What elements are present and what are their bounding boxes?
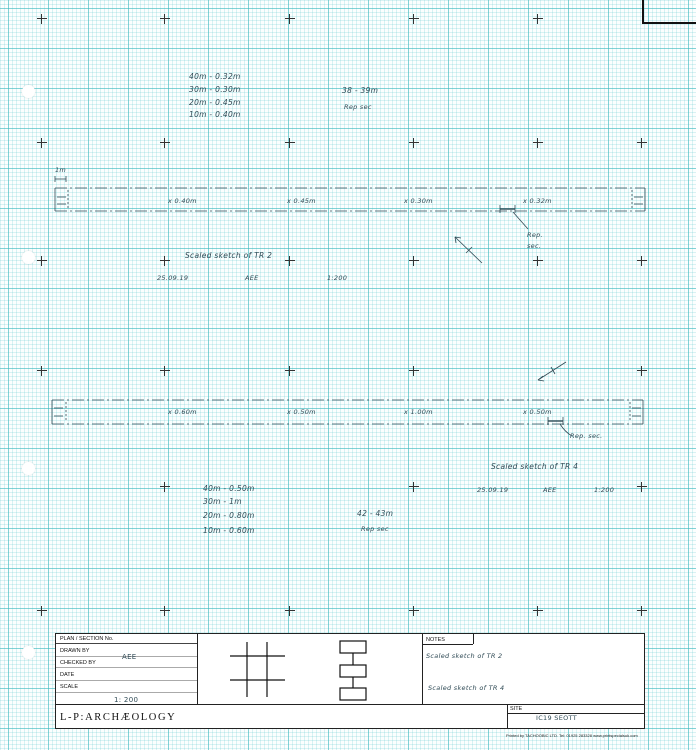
tr4-repsec-range: 42 - 43m bbox=[357, 509, 394, 518]
site-value: IC19 SEOTT bbox=[536, 714, 577, 722]
tr4-initials: AEE bbox=[543, 486, 557, 494]
company-logo-graphic bbox=[197, 634, 422, 704]
printer-credit: Printed by TACHOOBIC LTD. Tel: 01925 283328 www.printspecialsuk.com bbox=[506, 733, 638, 738]
date-label: DATE bbox=[60, 672, 75, 678]
tr2-scale-mark: 1m bbox=[55, 166, 67, 174]
checked-by-label: CHECKED BY bbox=[60, 660, 96, 666]
tr2-trench-depth: x 0.32m bbox=[523, 197, 552, 205]
tr2-trench-depth: x 0.45m bbox=[287, 197, 316, 205]
tr2-trench-depth: x 0.40m bbox=[168, 197, 197, 205]
tr4-scale: 1:200 bbox=[594, 486, 615, 494]
drawn-by-label: DRAWN BY bbox=[60, 648, 90, 654]
tr2-depth-40m: 40m - 0.32m bbox=[189, 72, 241, 81]
tr4-depth-40m: 40m - 0.50m bbox=[203, 484, 255, 493]
tr4-depth-20m: 20m - 0.80m bbox=[203, 511, 255, 520]
tr4-trench-depth: x 1.00m bbox=[404, 408, 433, 416]
tr4-depth-10m: 10m - 0.60m bbox=[203, 526, 255, 535]
site-label: SITE bbox=[510, 706, 523, 712]
tr4-trench-depth: x 0.50m bbox=[287, 408, 316, 416]
notes-label: NOTES bbox=[426, 637, 445, 643]
tr4-trench bbox=[52, 362, 643, 436]
tr2-depth-10m: 10m - 0.40m bbox=[189, 110, 241, 119]
tr2-caption: Scaled sketch of TR 2 bbox=[185, 251, 273, 260]
title-block bbox=[55, 633, 645, 729]
tr2-depth-20m: 20m - 0.45m bbox=[189, 98, 241, 107]
tr4-date: 25.09.19 bbox=[477, 486, 509, 494]
tr2-date: 25.09.19 bbox=[157, 274, 189, 282]
tr4-trench-depth: x 0.60m bbox=[168, 408, 197, 416]
tr2-initials: AEE bbox=[245, 274, 259, 282]
drawn-by-value: AEE bbox=[122, 653, 137, 661]
plan-section-label: PLAN / SECTION No. bbox=[60, 636, 114, 642]
tr2-repsec-range: 38 - 39m bbox=[342, 86, 379, 95]
tr2-depth-30m: 30m - 0.30m bbox=[189, 85, 241, 94]
scale-value: 1: 200 bbox=[114, 696, 139, 704]
tr4-trench-depth: x 0.50m bbox=[523, 408, 552, 416]
tr2-repsec-marker: Rep. sec. bbox=[527, 231, 543, 250]
tr4-repsec-label: Rep sec bbox=[361, 525, 389, 533]
tr2-trench bbox=[55, 176, 645, 263]
tr2-scale: 1:200 bbox=[327, 274, 348, 282]
tr2-trench-depth: x 0.30m bbox=[404, 197, 433, 205]
company-logo-text: L-P:ARCHÆOLOGY bbox=[60, 712, 177, 723]
tr4-repsec-marker: Rep. sec. bbox=[570, 432, 603, 440]
notes-line-2: Scaled sketch of TR 4 bbox=[428, 684, 505, 692]
tr2-repsec-label: Rep sec bbox=[344, 103, 372, 111]
notes-line-1: Scaled sketch of TR 2 bbox=[426, 652, 503, 660]
tr4-caption: Scaled sketch of TR 4 bbox=[491, 462, 579, 471]
scale-label: SCALE bbox=[60, 684, 79, 690]
tr4-depth-30m: 30m - 1m bbox=[203, 497, 242, 506]
